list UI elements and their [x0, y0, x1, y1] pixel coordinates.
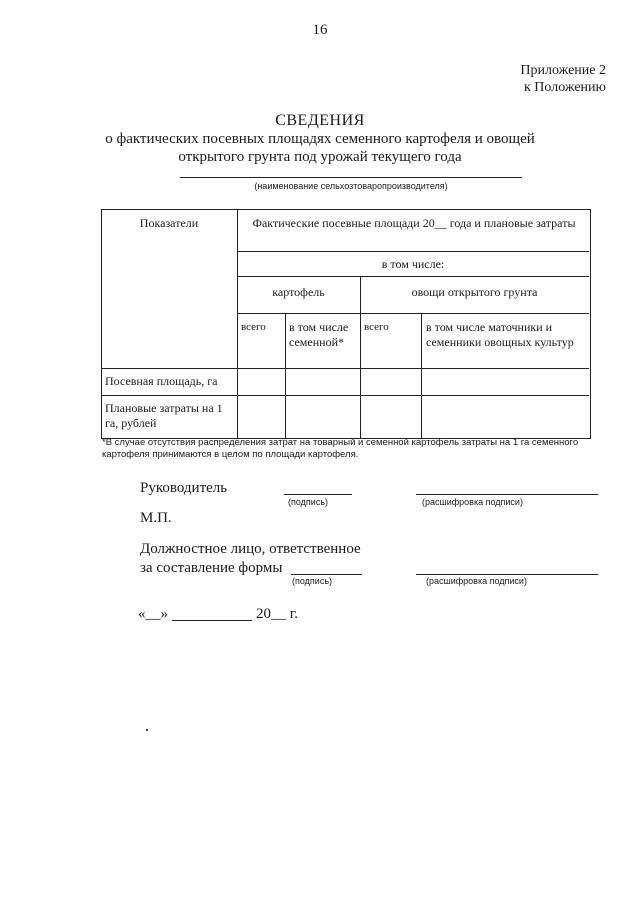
table-vline	[237, 209, 238, 438]
table-hline	[237, 276, 589, 277]
head-decoding-caption: (расшифровка подписи)	[422, 497, 523, 507]
header-including: в том числе:	[381, 257, 445, 271]
header-vegetables: овощи открытого грунта	[411, 285, 538, 299]
producer-caption: (наименование сельхозтоваропроизводителя)	[254, 181, 448, 191]
official-label-2: за составление формы	[140, 560, 283, 576]
annex-line-2: к Положению	[523, 80, 606, 95]
table-vline	[421, 313, 422, 438]
document-subtitle	[0, 130, 640, 166]
date-month-field[interactable]	[172, 620, 252, 621]
header-main: Фактические посевные площади 20__ года и плановые затраты	[252, 216, 576, 230]
head-signature-field[interactable]	[284, 494, 352, 495]
table-vline	[285, 313, 286, 438]
producer-name-field[interactable]	[180, 177, 522, 178]
scan-dot	[146, 729, 148, 731]
header-potato-total: всего	[241, 321, 266, 333]
header-potato: картофель	[272, 285, 325, 299]
table-hline	[101, 368, 589, 369]
header-veg-seed: в том числе маточники и семенники овощных культур	[426, 320, 574, 349]
stamp-label: М.П.	[140, 510, 172, 526]
row-label-planned-costs: Плановые затраты на 1 га, рублей	[105, 401, 223, 430]
subtitle-line-1: о фактических посевных площадях семенного картофеля и овощей	[105, 131, 535, 147]
page-number: 16	[312, 22, 328, 38]
row-label-sown-area: Посевная площадь, га	[105, 374, 218, 388]
footnote: *В случае отсутствия распределения затрат на товарный и семенной картофель затраты на 1 га семенного картофеля принимаются в целом по площади картофеля.	[102, 437, 579, 460]
official-label-1: Должностное лицо, ответственное	[140, 541, 361, 557]
header-veg-total: всего	[364, 321, 389, 333]
annex-reference	[520, 62, 606, 96]
document-title: СВЕДЕНИЯ	[275, 112, 365, 129]
table-hline	[237, 251, 589, 252]
official-signature-caption: (подпись)	[292, 576, 333, 586]
header-indicators: Показатели	[139, 216, 199, 230]
table-hline	[237, 313, 589, 314]
official-decoding-field[interactable]	[416, 574, 598, 575]
annex-line-1: Приложение 2	[520, 63, 606, 78]
head-signature-caption: (подпись)	[288, 497, 329, 507]
subtitle-line-2: открытого грунта под урожай текущего года	[178, 149, 462, 165]
head-decoding-field[interactable]	[416, 494, 598, 495]
date-day: «__»	[138, 606, 168, 622]
official-decoding-caption: (расшифровка подписи)	[426, 576, 527, 586]
head-label: Руководитель	[140, 480, 228, 496]
table-vline	[360, 276, 361, 438]
date-year: 20__ г.	[256, 606, 298, 622]
table-hline	[101, 395, 589, 396]
header-potato-seed: в том числе семенной*	[289, 320, 349, 349]
official-signature-field[interactable]	[291, 574, 362, 575]
